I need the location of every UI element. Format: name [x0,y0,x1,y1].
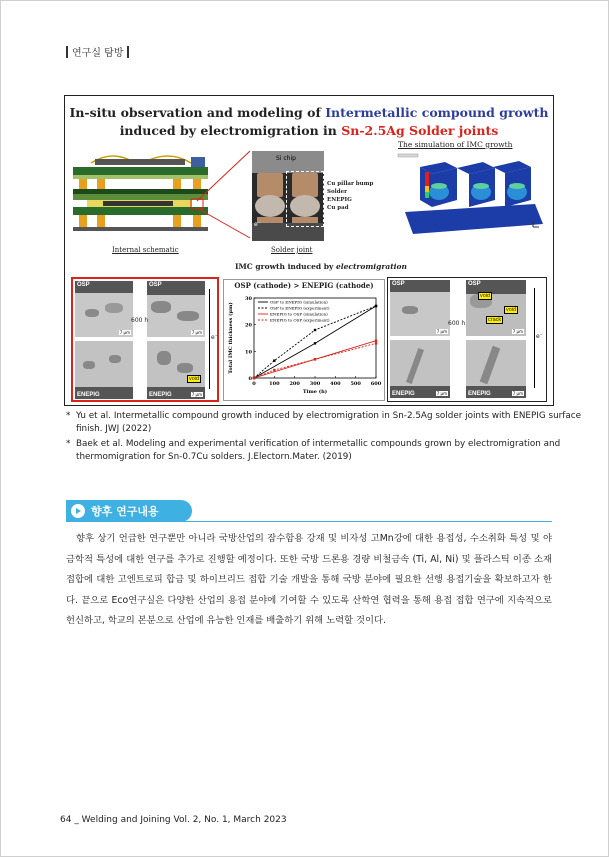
electron-label-left: e⁻ [211,334,218,341]
play-icon [71,504,85,518]
hours-label-right: 600 h [448,320,466,327]
crack-label: crack [488,317,502,323]
zoom-connector [195,146,255,246]
hours-label-top: 600 h [131,317,149,324]
sem-osp-after [147,281,205,337]
scale-osp-before: 7 μm [119,330,130,335]
simulation-label: The simulation of IMC growth [398,140,513,149]
x-tick-label: 300 [309,381,321,387]
series-point-2 [273,359,275,361]
series-point-1 [314,342,316,344]
x-tick-label: 600 [370,381,382,387]
imc-growth-italic: electromigration [335,262,407,271]
series-point-3 [375,339,377,341]
imc-chart [224,290,384,400]
si-chip-label: Si chip [276,155,296,162]
series-point-4 [273,369,275,371]
y-tick-label: 10 [245,349,252,356]
sem-right-osp-before [390,280,450,336]
void-label-left: void [189,376,200,382]
header-bar-right [127,46,129,58]
x-axis-label: Time (h) [302,389,328,395]
header-bar-left [66,46,68,58]
void-label-right-2: void [506,307,517,313]
series-point-2 [375,305,377,307]
legend-entry-3: ENEPIG to OSP (simulation) [270,311,328,317]
scale-enepig-after: 7 μm [191,392,202,397]
reference-2 [66,438,602,464]
layer-label-cu-pillar: Cu pillar bump [327,181,374,187]
x-tick-label: 200 [289,381,300,387]
electron-label-solder: e⁻ [254,221,261,228]
tag-osp-before: OSP [77,282,90,288]
tag-right-enepig-after: ENEPIG [468,391,491,397]
page-footer: 64 _ Welding and Joining Vol. 2, No. 1, March 2023 [60,815,287,825]
tag-enepig-after: ENEPIG [149,392,172,398]
electron-label-right: e⁻ [536,333,543,340]
legend-entry-4: ENEPIG to OSP (experiment) [270,317,330,323]
legend-entry-2: OSP to ENEPIG (experiment) [270,305,330,311]
series-point-4 [375,342,377,344]
y-tick-label: 0 [248,376,252,382]
layer-label-enepig: ENEPIG [327,197,352,203]
title-line2-prefix: induced by electromigration in [119,123,342,138]
sem-right-osp-after [466,280,526,336]
void-label-right-1: void [480,293,491,299]
title-line2-highlight: Sn-2.5Ag Solder joints [341,123,499,138]
title-line1-highlight: Intermetallic compound growth [325,105,549,120]
y-tick-label: 20 [245,322,252,329]
x-tick-label: 400 [330,381,341,387]
electron-arrow-left [209,289,210,389]
simulation-image [395,152,545,247]
tag-osp-after: OSP [149,282,162,288]
scale-osp-after: 7 μm [191,330,202,335]
sem-osp-before [75,281,133,337]
running-header [62,44,133,59]
reference-2-text: Baek et al. Modeling and experimental verification of intermetallic compounds grown by electromigration and thermomigration for Sn-0.7Cu solders. J.Electorn.Mater. (2019) [76,439,561,462]
chart-title: OSP (cathode) > ENEPIG (cathode) [234,281,374,290]
header-label: 연구실 탐방 [72,48,124,59]
section-title-text: 향후 연구내용 [91,505,159,518]
research-figure [64,95,554,406]
electron-arrow-right [534,288,535,388]
imc-growth-title [235,262,407,271]
layer-label-cu-pad: Cu pad [327,205,349,211]
sem-enepig-after [147,341,205,399]
tag-enepig-before: ENEPIG [77,392,100,398]
hours-arrow-right [448,320,465,327]
body-paragraph: 향후 상기 언급한 연구뿐만 아니라 국방산업의 잠수함용 강재 및 비자성 고Mn강에 대한 용접성, 수소취화 특성 및 야금학적 특성에 대한 연구를 추가로 진행할 예정이다. 또한 국방 드론용 경량 비철금속 (Ti, Al, Ni) 및 플라스틱 이종 소재 접합에 대한 고엔트로피 합금 및 하이브리드 접합 기술 개발을 통해 국방 분야에 필요한 선행 용접기술을 확보하고자 한다. 끝으로 Eco연구실은 다양한 산업의 용접 분야에 기여할 수 있도록 산학연 협력을 통해 용접 접합 연구에 지속적으로 헌신하고, 학교의 본분으로 산업에 유능한 인재를 배출하기 위해 노력할 것이다. [66,533,552,626]
x-tick-label: 0 [252,381,256,387]
imc-chart-box [223,279,385,401]
sem-right-enepig-after [466,340,526,398]
internal-schematic [73,151,208,241]
title-line1-prefix: In-situ observation and modeling of [69,105,326,120]
legend-entry-1: OSP to ENEPIG (simulation) [270,299,328,305]
references [66,410,602,466]
layer-label-solder: Solder [327,189,347,195]
tag-right-enepig-before: ENEPIG [392,391,415,397]
sem-right-enepig-before [390,340,450,398]
hours-arrow-top [131,317,148,324]
solder-joint-label: Solder joint [271,246,313,254]
reference-1 [66,410,602,436]
reference-2-mark: * [66,439,71,449]
section-heading [66,500,192,522]
layer-labels [327,180,373,212]
tag-right-osp-before: OSP [392,281,405,287]
internal-schematic-label: Internal schematic [112,246,179,254]
scale-right-osp-before: 7 μm [436,329,447,334]
scale-right-enepig-before: 7 μm [436,391,447,396]
series-point-4 [314,358,316,360]
section-divider [66,521,552,522]
series-point-4 [253,377,255,379]
y-axis-label: Total IMC thickness (μm) [228,302,234,374]
right-sem-panel [387,277,547,402]
y-tick-label: 30 [245,296,252,302]
sem-enepig-before [75,341,133,399]
figure-title-line1 [65,105,553,120]
scale-right-osp-after: 7 μm [512,329,523,334]
scale-right-enepig-after: 7 μm [512,391,523,396]
solder-joint-image [252,151,324,241]
left-sem-panel [71,277,219,402]
tag-right-osp-after: OSP [468,281,481,287]
reference-1-mark: * [66,411,71,421]
figure-title-line2 [65,123,553,138]
series-point-2 [314,329,316,331]
imc-growth-prefix: IMC growth induced by [235,262,336,271]
x-tick-label: 500 [350,381,361,387]
x-tick-label: 100 [269,381,280,387]
reference-1-text: Yu et al. Intermetallic compound growth induced by electromigration in Sn-2.5Ag solder joints with ENEPIG surface finish. JWJ (2022) [76,411,582,434]
